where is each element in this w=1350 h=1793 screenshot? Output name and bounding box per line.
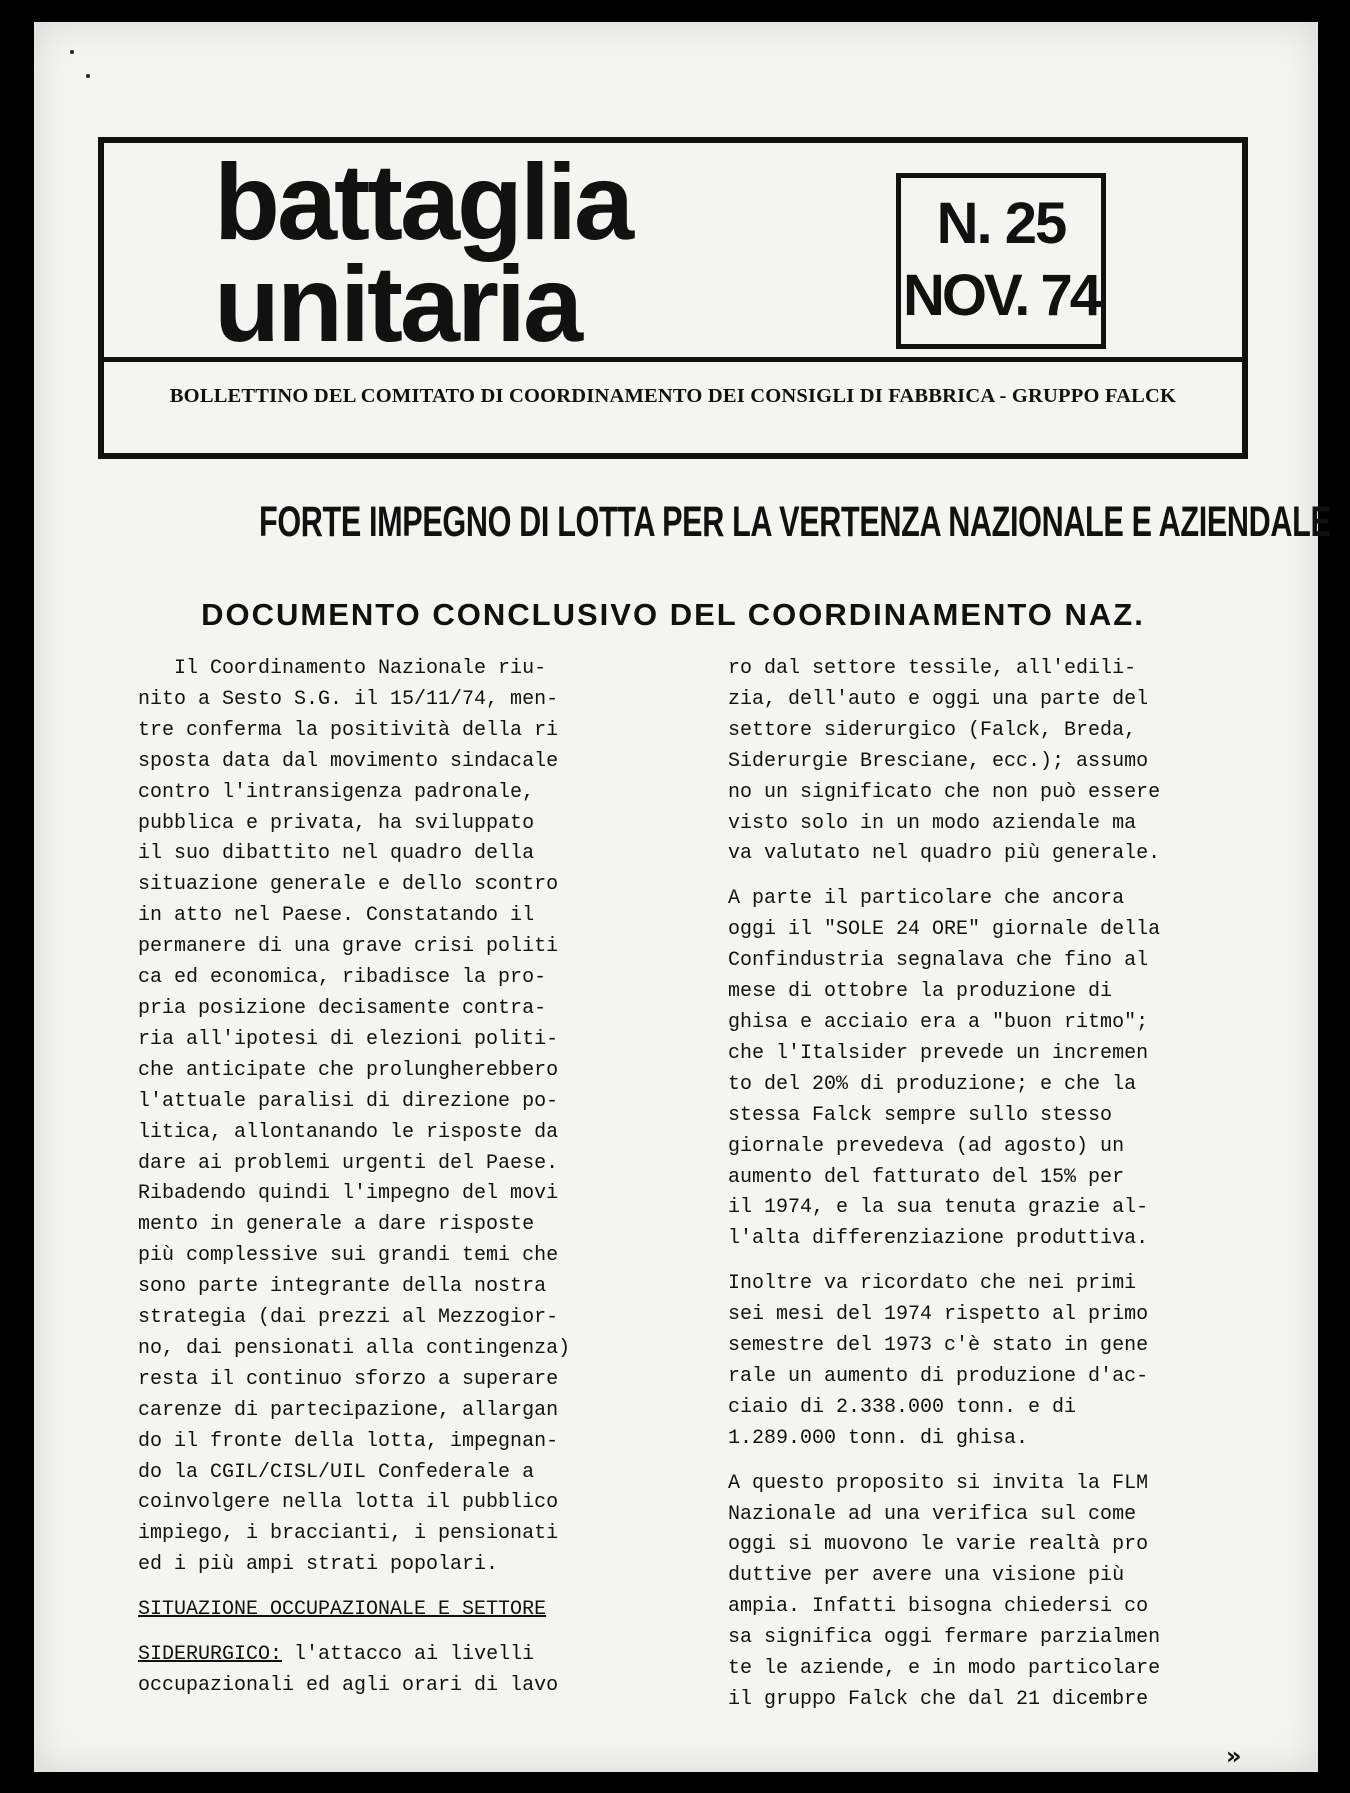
left-column-paragraph (138, 654, 698, 1581)
column-line: sa significa oggi fermare parzialmen (728, 1626, 1161, 1650)
continue-arrow-icon: » (1226, 1742, 1242, 1770)
column-line: Siderurgie Bresciane, ecc.); assumo (728, 749, 1149, 773)
column-line: giornale prevedeva (ad agosto) un (728, 1134, 1125, 1158)
column-line: contro l'intransigenza padronale, (138, 780, 535, 804)
section-heading-line (138, 1640, 698, 1671)
section-heading-continued: SIDERURGICO: (138, 1643, 283, 1667)
sub-headline: DOCUMENTO CONCLUSIVO DEL COORDINAMENTO NAZ. (201, 597, 1145, 632)
column-line: carenze di partecipazione, allargan (138, 1398, 559, 1422)
column-line: no un significato che non può essere (728, 780, 1161, 804)
right-column (728, 654, 1288, 1716)
spacer (728, 870, 1288, 884)
column-line: ghisa e acciaio era a "buon ritmo"; (728, 1010, 1149, 1034)
right-paragraph-1 (728, 654, 1288, 870)
column-line: te le aziende, e in modo particolare (728, 1657, 1161, 1681)
column-line: il 1974, e la sua tenuta grazie al- (728, 1196, 1149, 1220)
issue-date: NOV. 74 (902, 263, 1100, 328)
spacer (728, 1455, 1288, 1469)
column-line: A parte il particolare che ancora (728, 887, 1125, 911)
column-line: resta il continuo sforzo a superare (138, 1367, 559, 1391)
title-line-1: battaglia (214, 141, 632, 262)
section-heading: SITUAZIONE OCCUPAZIONALE E SETTORE (138, 1598, 547, 1622)
title-line-2: unitaria (214, 243, 581, 364)
column-line: stessa Falck sempre sullo stesso (728, 1103, 1113, 1127)
column-line: impiego, i braccianti, i pensionati (138, 1522, 559, 1546)
right-paragraph-2 (728, 884, 1288, 1255)
column-line: il suo dibattito nel quadro della (138, 842, 535, 866)
column-line: sei mesi del 1974 rispetto al primo (728, 1303, 1149, 1327)
masthead (98, 137, 1248, 459)
issue-box (896, 173, 1106, 349)
column-line: Il Coordinamento Nazionale riu- (138, 657, 547, 680)
spacer (138, 1581, 698, 1595)
paper-speck (86, 74, 90, 78)
paper-speck (70, 50, 74, 54)
column-line: dare ai problemi urgenti del Paese. (138, 1151, 559, 1175)
column-line: pubblica e privata, ha sviluppato (138, 811, 535, 835)
column-line: mento in generale a dare risposte (138, 1213, 535, 1237)
left-column (138, 654, 698, 1702)
column-line: 1.289.000 tonn. di ghisa. (728, 1426, 1029, 1450)
column-line: to del 20% di produzione; e che la (728, 1072, 1137, 1096)
column-line: oggi il "SOLE 24 ORE" giornale della (728, 918, 1161, 942)
masthead-divider (104, 357, 1242, 362)
column-line: do il fronte della lotta, impegnan- (138, 1429, 559, 1453)
column-line: tre conferma la positività della ri (138, 718, 559, 742)
column-line: l'attuale paralisi di direzione po- (138, 1089, 559, 1113)
column-line: visto solo in un modo aziendale ma (728, 811, 1137, 835)
column-line: Ribadendo quindi l'impegno del movi (138, 1182, 559, 1206)
column-line: duttive per avere una visione più (728, 1564, 1125, 1588)
main-headline: FORTE IMPEGNO DI LOTTA PER LA VERTENZA NAZIONALE E AZIENDALE (258, 499, 1331, 546)
column-line: pria posizione decisamente contra- (138, 996, 547, 1020)
column-line: strategia (dai prezzi al Mezzogior- (138, 1306, 559, 1330)
column-line: il gruppo Falck che dal 21 dicembre (728, 1688, 1149, 1711)
column-line: no, dai pensionati alla contingenza) (138, 1336, 571, 1360)
column-line: ciaio di 2.338.000 tonn. e di (728, 1395, 1077, 1419)
column-line: ca ed economica, ribadisce la pro- (138, 966, 547, 990)
column-line: sposta data dal movimento sindacale (138, 749, 559, 773)
column-line: occupazionali ed agli orari di lavo (138, 1674, 559, 1697)
column-line: che anticipate che prolungherebbero (138, 1058, 559, 1082)
column-line: oggi si muovono le varie realtà pro (728, 1533, 1149, 1557)
column-line: va valutato nel quadro più generale. (728, 842, 1161, 866)
publication-title (214, 141, 632, 364)
column-line: do la CGIL/CISL/UIL Confederale a (138, 1460, 535, 1484)
column-line: ro dal settore tessile, all'edili- (728, 657, 1137, 680)
column-line: coinvolgere nella lotta il pubblico (138, 1491, 559, 1515)
column-line: l'attacco ai livelli (282, 1643, 535, 1667)
spacer (728, 1255, 1288, 1269)
column-line: situazione generale e dello scontro (138, 873, 559, 897)
masthead-subtitle: BOLLETTINO DEL COMITATO DI COORDINAMENTO DEI CONSIGLI DI FABBRICA - GRUPPO FALCK (169, 385, 1177, 407)
right-paragraph-4 (728, 1469, 1288, 1716)
column-line: ed i più ampi strati popolari. (138, 1553, 499, 1577)
column-line: rale un aumento di produzione d'ac- (728, 1364, 1149, 1388)
column-line: zia, dell'auto e oggi una parte del (728, 687, 1149, 711)
column-line: mese di ottobre la produzione di (728, 980, 1113, 1004)
column-line: A questo proposito si invita la FLM (728, 1471, 1149, 1495)
column-line: settore siderurgico (Falck, Breda, (728, 718, 1137, 742)
column-line: in atto nel Paese. Constatando il (138, 904, 535, 928)
column-line: l'alta differenziazione produttiva. (728, 1227, 1149, 1251)
issue-number: N. 25 (936, 191, 1066, 256)
column-line: sono parte integrante della nostra (138, 1275, 547, 1299)
column-line: aumento del fatturato del 15% per (728, 1165, 1125, 1189)
column-line: più complessive sui grandi temi che (138, 1244, 559, 1268)
column-line: permanere di una grave crisi politi (138, 935, 559, 959)
column-line: Nazionale ad una verifica sul come (728, 1502, 1137, 1526)
column-line: litica, allontanando le risposte da (138, 1120, 559, 1144)
spacer (138, 1626, 698, 1640)
bulletin-page (34, 22, 1331, 1772)
column-line: nito a Sesto S.G. il 15/11/74, men- (138, 687, 559, 711)
right-paragraph-3 (728, 1269, 1288, 1454)
column-line: Confindustria segnalava che fino al (728, 949, 1149, 973)
column-line: ria all'ipotesi di elezioni politi- (138, 1027, 559, 1051)
column-line: che l'Italsider prevede un incremen (728, 1041, 1149, 1065)
column-line: Inoltre va ricordato che nei primi (728, 1272, 1137, 1296)
column-line: ampia. Infatti bisogna chiedersi co (728, 1595, 1149, 1619)
column-line: semestre del 1973 c'è stato in gene (728, 1334, 1149, 1358)
